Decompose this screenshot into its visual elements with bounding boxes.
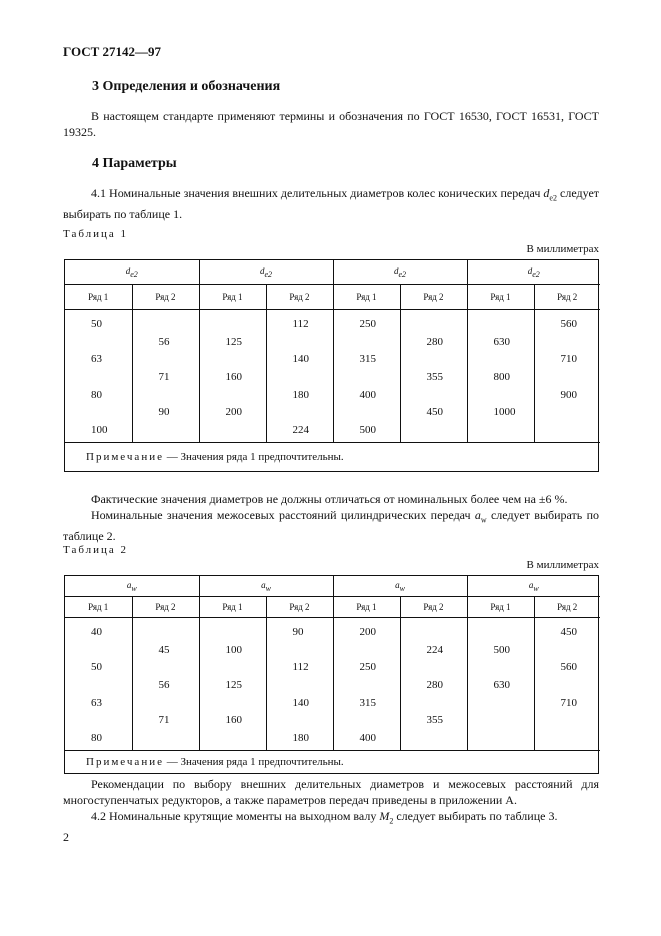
- table-1-note: [65, 442, 600, 471]
- table-cell: [400, 732, 467, 750]
- table-cell: 140: [266, 697, 333, 715]
- table-2-col-header: Ряд 1: [333, 597, 400, 618]
- table-row: [65, 714, 600, 732]
- table-spacer-cell: [467, 310, 534, 319]
- table-2-col-header: Ряд 1: [65, 597, 132, 618]
- table-spacer-cell: [199, 310, 266, 319]
- table-cell: 800: [467, 371, 534, 389]
- t2-note-label: Примечание: [86, 755, 164, 768]
- table-cell: [132, 424, 199, 442]
- table-cell: [534, 732, 600, 750]
- table-cell: 250: [333, 318, 400, 336]
- table-1-col-header: Ряд 2: [266, 285, 333, 310]
- table-cell: 224: [400, 644, 467, 662]
- table-cell: 80: [65, 732, 132, 750]
- t1-g3-sym: d: [393, 265, 399, 276]
- table-row: [65, 732, 600, 750]
- table-cell: 630: [467, 336, 534, 354]
- table-cell: [132, 626, 199, 644]
- table-cell: [400, 318, 467, 336]
- table-cell: [400, 697, 467, 715]
- t1-g4-sym: d: [527, 265, 533, 276]
- table-cell: [65, 406, 132, 424]
- table-cell: 140: [266, 353, 333, 371]
- table-cell: 200: [333, 626, 400, 644]
- table-cell: [199, 626, 266, 644]
- table-cell: [467, 714, 534, 732]
- table-cell: [534, 714, 600, 732]
- table-cell: [199, 732, 266, 750]
- table-cell: [199, 353, 266, 371]
- table-spacer-cell: [266, 310, 333, 319]
- pt1-symbol: a: [474, 508, 481, 522]
- table-cell: [65, 679, 132, 697]
- table-cell: 63: [65, 353, 132, 371]
- table-cell: [199, 697, 266, 715]
- table-2-group-header: [333, 576, 467, 597]
- table-2-col-header: Ряд 2: [266, 597, 333, 618]
- table-cell: 45: [132, 644, 199, 662]
- table-1-col-header: Ряд 1: [199, 285, 266, 310]
- table-row: [65, 371, 600, 389]
- t1-note-text: — Значения ряда 1 предпочтительны.: [163, 450, 344, 463]
- table-cell: [199, 318, 266, 336]
- table-cell: 1000: [467, 406, 534, 424]
- table-cell: 560: [560, 318, 577, 330]
- table-cell: 500: [333, 424, 400, 442]
- table-cell: 315: [333, 697, 400, 715]
- table-cell: [467, 353, 534, 371]
- table-cell: [467, 424, 534, 442]
- table-1-group-header: [333, 260, 467, 285]
- table-cell: 125: [199, 679, 266, 697]
- table-cell: [333, 679, 400, 697]
- table-cell: [65, 714, 132, 732]
- table-cell: 160: [199, 371, 266, 389]
- table-cell: 90: [266, 626, 333, 644]
- table-cell: [467, 661, 534, 679]
- table-1-col-header: Ряд 1: [333, 285, 400, 310]
- table-cell: [467, 697, 534, 715]
- table-1-col-header: Ряд 1: [467, 285, 534, 310]
- table-2-col-header: Ряд 2: [400, 597, 467, 618]
- table-cell: [199, 424, 266, 442]
- table-cell: [400, 353, 467, 371]
- t2-g2-sub: w: [265, 583, 271, 593]
- paragraph-final: [63, 776, 599, 829]
- table-2-group-header: [467, 576, 600, 597]
- table-cell: [266, 371, 333, 389]
- table-row: [65, 626, 600, 644]
- p42-tail: следует выбирать по таблице 3.: [396, 809, 558, 823]
- table-cell: 560: [560, 661, 577, 674]
- t2-g4-sub: w: [533, 583, 539, 593]
- table-2-note: [65, 750, 600, 773]
- t2-g3-sub: w: [399, 583, 405, 593]
- table-cell: 250: [333, 661, 400, 679]
- table-cell: [132, 697, 199, 715]
- table-cell: [400, 626, 467, 644]
- table-cell: [400, 389, 467, 407]
- table-2-col-header: Ряд 1: [467, 597, 534, 618]
- table-cell: 71: [132, 714, 199, 732]
- table-row: [65, 661, 600, 679]
- table-1-group-header: [199, 260, 333, 285]
- p42-symbol: M: [379, 809, 390, 823]
- table-cell: [132, 318, 199, 336]
- section-3-text: [63, 108, 599, 140]
- table-1: [64, 259, 599, 472]
- table-spacer-cell: [199, 618, 266, 627]
- table-cell: 280: [400, 679, 467, 697]
- table-spacer-cell: [400, 618, 467, 627]
- table-row: [65, 353, 600, 371]
- table-cell: 100: [199, 644, 266, 662]
- p41-symbol: d: [543, 186, 550, 200]
- table-cell: [467, 626, 534, 644]
- t2-g2-sym: a: [261, 579, 266, 590]
- table-1-col-header: Ряд 2: [132, 285, 199, 310]
- table-cell: 90: [132, 406, 199, 424]
- table-spacer-cell: [333, 618, 400, 627]
- table-cell: [534, 679, 600, 697]
- table-1-body: [65, 310, 600, 443]
- table-cell: 125: [199, 336, 266, 354]
- table-cell: 56: [132, 336, 199, 354]
- table-cell: [266, 336, 333, 354]
- table-2-col-header: Ряд 2: [132, 597, 199, 618]
- p42-text: 4.2 Номинальные крутящие моменты на выходном валу: [91, 809, 377, 823]
- table-row: [65, 424, 600, 442]
- table-1-group-header: [65, 260, 199, 285]
- table-2-unit: В миллиметрах: [526, 559, 599, 571]
- table-cell: 56: [132, 679, 199, 697]
- pt1-sub: w: [480, 515, 487, 525]
- table-row: [65, 679, 600, 697]
- table-row: [65, 318, 600, 336]
- t1-g1-sym: d: [125, 265, 131, 276]
- p41-sub: e2: [549, 193, 557, 203]
- table-cell: [400, 424, 467, 442]
- table-cell: 160: [199, 714, 266, 732]
- table-2-group-header: [65, 576, 199, 597]
- table-cell: 224: [266, 424, 333, 442]
- table-1-col-header: Ряд 2: [534, 285, 600, 310]
- t2-g4-sym: a: [528, 579, 534, 590]
- table-cell: [266, 679, 333, 697]
- table-2: [64, 575, 599, 774]
- table-cell: 355: [400, 371, 467, 389]
- table-row: [65, 697, 600, 715]
- table-cell: 450: [560, 626, 577, 638]
- table-cell: [132, 732, 199, 750]
- t1-g2-sym: d: [259, 265, 265, 276]
- table-cell: 710: [560, 353, 577, 366]
- table-spacer-cell: [534, 310, 600, 319]
- table-cell: [534, 406, 600, 424]
- pt1-line2: Номинальные значения межосевых расстояний цилиндрических передач: [91, 508, 471, 522]
- table-cell: 200: [199, 406, 266, 424]
- table-spacer-cell: [132, 618, 199, 627]
- table-cell: 280: [400, 336, 467, 354]
- t1-g4-sub: e2: [532, 269, 540, 279]
- table-cell: [65, 644, 132, 662]
- document-header: ГОСТ 27142—97: [63, 44, 162, 59]
- pf-text: Рекомендации по выбору внешних делительных диаметров и межосевых расстояний для многоступенчатых редукторов, а также параметров передач приведены в приложении А.: [63, 777, 599, 807]
- table-cell: 50: [65, 318, 132, 336]
- table-cell: 180: [266, 732, 333, 750]
- table-cell: [534, 644, 600, 662]
- t2-note-text: — Значения ряда 1 предпочтительны.: [163, 755, 344, 768]
- table-row: [65, 336, 600, 354]
- table-cell: [65, 371, 132, 389]
- table-row: [65, 644, 600, 662]
- table-spacer-cell: [65, 618, 132, 627]
- table-cell: [132, 353, 199, 371]
- table-cell: [534, 336, 600, 354]
- table-1-col-header: Ряд 1: [65, 285, 132, 310]
- p41-text: 4.1 Номинальные значения внешних делительных диаметров колес конических передач: [91, 186, 541, 200]
- table-1-unit: В миллиметрах: [526, 243, 599, 255]
- paragraph-after-table-1: [63, 491, 599, 544]
- t2-g1-sub: w: [131, 583, 137, 593]
- paragraph-4-1: [63, 185, 599, 222]
- section-4-title: 4 Параметры: [92, 156, 177, 171]
- table-cell: 400: [333, 389, 400, 407]
- table-cell: 315: [333, 353, 400, 371]
- table-cell: 50: [65, 661, 132, 679]
- table-spacer-cell: [333, 310, 400, 319]
- table-cell: 112: [266, 318, 333, 336]
- p41-tail: следует выбирать по таблице 1.: [63, 186, 600, 222]
- table-1-col-header: Ряд 2: [400, 285, 467, 310]
- table-cell: 900: [560, 388, 577, 401]
- t1-g2-sub: e2: [264, 269, 273, 279]
- table-spacer-cell: [65, 310, 132, 319]
- table-cell: [199, 389, 266, 407]
- table-cell: [333, 644, 400, 662]
- table-row: [65, 406, 600, 424]
- pt1-tail: следует выбирать по таблице 2.: [63, 508, 599, 544]
- table-cell: [333, 371, 400, 389]
- table-cell: 710: [560, 696, 577, 709]
- table-row: [65, 389, 600, 407]
- table-1-caption: Таблица 1: [63, 228, 129, 240]
- table-cell: 63: [65, 697, 132, 715]
- table-1-group-header: [467, 260, 600, 285]
- table-cell: [333, 714, 400, 732]
- table-cell: 180: [266, 389, 333, 407]
- t2-g3-sym: a: [395, 579, 400, 590]
- table-cell: [199, 661, 266, 679]
- p42-sub: 2: [389, 816, 394, 826]
- table-cell: [266, 644, 333, 662]
- table-cell: [400, 661, 467, 679]
- table-spacer-cell: [400, 310, 467, 319]
- table-cell: 71: [132, 371, 199, 389]
- table-cell: 450: [400, 406, 467, 424]
- section-3-text-body: В настоящем стандарте применяют термины и обозначения по ГОСТ 16530, ГОСТ 16531, ГОСТ 19325.: [63, 109, 599, 139]
- table-2-group-header: [199, 576, 333, 597]
- table-cell: [534, 371, 600, 389]
- table-cell: 355: [400, 714, 467, 732]
- table-cell: 500: [467, 644, 534, 662]
- table-cell: [266, 714, 333, 732]
- table-spacer-cell: [467, 618, 534, 627]
- table-cell: [266, 406, 333, 424]
- table-cell: [65, 336, 132, 354]
- table-cell: [467, 389, 534, 407]
- table-cell: 80: [65, 389, 132, 407]
- table-2-body: [65, 618, 600, 751]
- t1-g3-sub: e2: [398, 269, 407, 279]
- table-spacer-cell: [266, 618, 333, 627]
- table-2-col-header: Ряд 2: [534, 597, 600, 618]
- table-cell: 100: [65, 424, 132, 442]
- section-3-title: 3 Определения и обозначения: [92, 79, 281, 94]
- table-cell: [132, 389, 199, 407]
- pt1-line1: Фактические значения диаметров не должны отличаться от номинальных более чем на ±6 %.: [91, 492, 568, 506]
- table-cell: [467, 318, 534, 336]
- table-cell: [534, 424, 600, 442]
- table-cell: 630: [467, 679, 534, 697]
- t1-g1-sub: e2: [130, 269, 138, 279]
- table-cell: [467, 732, 534, 750]
- table-2-col-header: Ряд 1: [199, 597, 266, 618]
- t2-g1-sym: a: [126, 579, 132, 590]
- table-cell: 112: [266, 661, 333, 679]
- table-cell: [333, 336, 400, 354]
- table-spacer-cell: [132, 310, 199, 319]
- t1-note-label: Примечание: [86, 450, 164, 463]
- table-spacer-cell: [534, 618, 600, 627]
- table-cell: 400: [333, 732, 400, 750]
- table-cell: 40: [65, 626, 132, 644]
- table-cell: [132, 661, 199, 679]
- table-2-caption: Таблица 2: [63, 544, 129, 556]
- page-number: 2: [63, 830, 69, 844]
- table-cell: [333, 406, 400, 424]
